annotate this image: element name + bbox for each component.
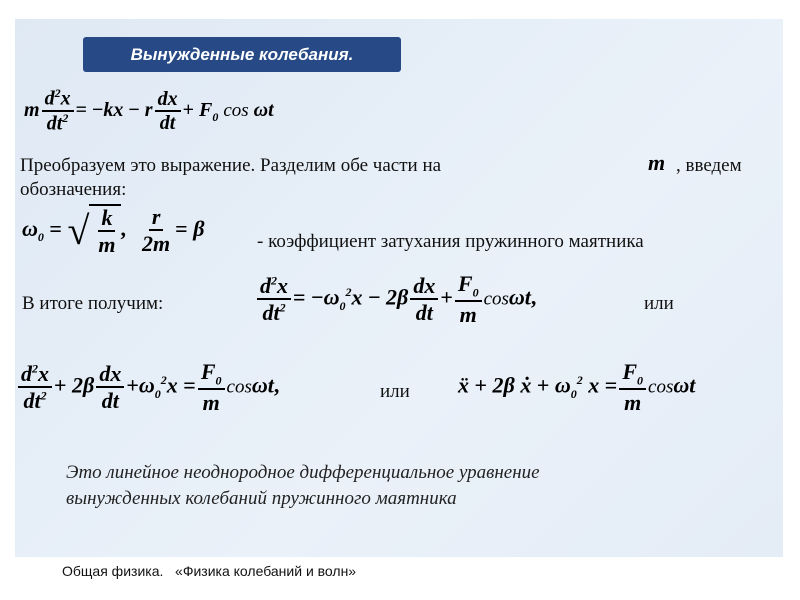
- footer-caption: Общая физика. «Физика колебаний и волн»: [62, 563, 357, 579]
- equation-note: [66, 460, 706, 512]
- equation-definitions: $\omega_0$ = √ $\frac{k}{m}$ , $\frac{r}{2m}$ = β: [22, 204, 205, 258]
- note-line2: вынужденных колебаний пружинного маятника: [66, 488, 457, 509]
- equation-dot-notation: ẍ + 2β ẋ + $\omega_0^2$ x = $\frac{F_0}{m}$ cosωt: [458, 359, 696, 415]
- or-label-1: или: [644, 293, 674, 314]
- paragraph-line1: Преобразуем это выражение. Разделим обе части на: [20, 155, 442, 176]
- note-line1: Это линейное неоднородное дифференциальное уравнение: [66, 462, 540, 483]
- or-label-2: или: [380, 381, 410, 402]
- result-label: В итоге получим:: [22, 293, 164, 314]
- equation-result: $\frac{d^2x}{dt^2}$ = $-\omega_0^2x - 2\beta$ $\frac{dx}{dt}$ + $\frac{F_0}{m}$ cosωt,: [255, 272, 536, 327]
- damping-description: - коэффициент затухания пружинного маятника: [257, 231, 644, 252]
- equation-motion: m $\frac{d^2x}{dt^2}$ = −kx − r $\frac{dx}{dt}$ + $F_0$ cos ωt: [24, 86, 274, 135]
- divisor-m: m: [648, 150, 666, 175]
- paragraph-tail: , введем: [676, 155, 742, 176]
- paragraph-line2: обозначения:: [20, 179, 127, 200]
- equation-standard: $\frac{d^2x}{dt^2}$ + 2β $\frac{dx}{dt}$ $+\omega_0^2x$ = $\frac{F_0}{m}$ cosωt,: [16, 360, 279, 415]
- slide-title: Вынужденные колебания.: [83, 37, 401, 72]
